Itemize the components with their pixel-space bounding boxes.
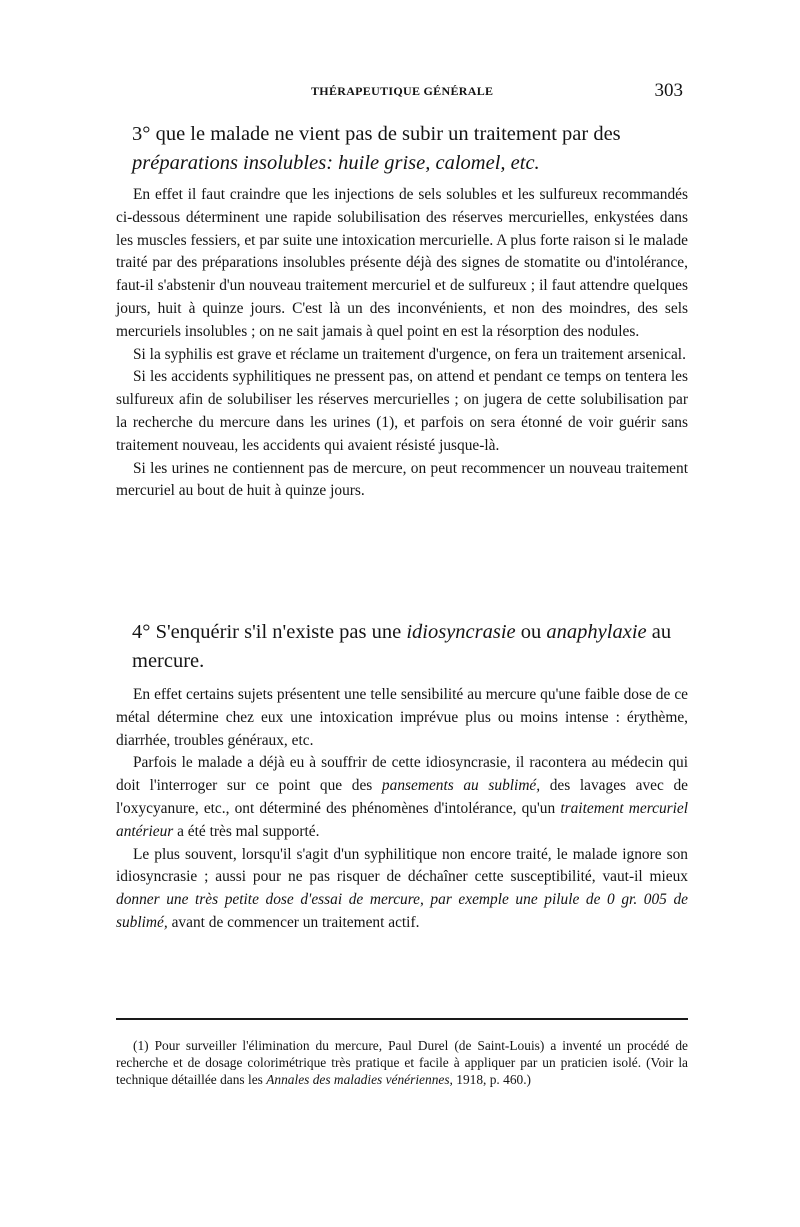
section-4-body: [116, 684, 688, 935]
section-3-paragraph-4: Si les urines ne contiennent pas de mercure, on peut recommencer un nouveau traitement mercuriel au bout de huit à quinze jours.: [116, 459, 688, 500]
section-4-heading-italic: idiosyncrasie: [406, 621, 516, 643]
section-4-paragraph-1: En effet certains sujets présentent une telle sensibilité au mercure qu'une faible dose de ce métal détermine chez eux une intoxication imprévue plus ou moins intense : érythème, diarrhée, troubles généraux, etc.: [116, 686, 688, 749]
section-3-heading-italic: préparations insolubles: huile grise, calomel, etc.: [132, 152, 540, 174]
section-4-p3-text-b: avant de commencer un traitement actif.: [167, 913, 420, 931]
section-4-p3-italic: donner une très petite dose d'essai de mercure, par exemple une pilule de 0 gr. 005 de sublimé,: [116, 891, 688, 931]
section-3-heading: [132, 120, 688, 178]
section-3-body: [116, 184, 688, 503]
section-4-paragraph-3: [116, 844, 688, 935]
footnote-italic: Annales des maladies vénériennes,: [266, 1072, 453, 1087]
section-4-heading: [132, 618, 688, 676]
section-4-p2-italic-1: pansements au sublimé,: [381, 777, 541, 795]
section-4-p2-text-b: des lavages avec de l'oxycyanure, etc., ont déterminé des phénomènes d'intolérance, qu'un: [116, 777, 689, 817]
section-4-p2-italic-2: traitement mercuriel antérieur: [116, 799, 689, 840]
section-4-heading-mid: ou: [515, 621, 547, 643]
section-3-paragraph-1: En effet il faut craindre que les injections de sels solubles et les sulfureux recommandés ci-dessous déterminent une rapide solubilisation des réserves mercurielles, enkystées dans les muscles fessiers, et par suite une intoxication mercurielle. A plus forte raison si le malade traité par des préparations insolubles présente déjà des signes de stomatite ou d'intolérance, faut-il s'abstenir d'un nouveau traitement mercuriel et de sulfureux ; il faut attendre quelques jours, huit à quinze jours. C'est là un des inconvénients, et non des moindres, des sels mercuriels insolubles ; on ne sait jamais à quel point en est la résorption des nodules.: [116, 186, 688, 340]
section-4-heading-tail: au mercure.: [132, 621, 672, 672]
section-4-heading-italic-2: anaphylaxie: [546, 621, 647, 643]
footnote: [116, 1037, 688, 1088]
section-3-paragraph-3: Si les accidents syphilitiques ne pressent pas, on attend et pendant ce temps on tentera les sulfureux afin de solubiliser les réserves mercurielles ; on jugera de cette solubilisation par la recherche du mercure dans les urines (1), et parfois on sera étonné de voir guérir sans traitement nouveau, les accidents qui avaient résisté jusque-là.: [116, 368, 688, 454]
footnote-divider: [116, 1018, 688, 1020]
section-3-heading-lead: 3° que le malade ne vient pas de subir un traitement par des: [132, 123, 621, 145]
section-4-p3-text-a: Le plus souvent, lorsqu'il s'agit d'un syphilitique non encore traité, le malade ignore son idiosyncrasie ; aussi pour ne pas risquer de déchaîner cette susceptibilité, vaut-il mieux: [116, 845, 688, 886]
footnote-text-a: (1) Pour surveiller l'élimination du mercure, Paul Durel (de Saint-Louis) a inventé un procédé de recherche et de dosage colorimétrique très pratique et facile à appliquer par un praticien isolé. (Voir la technique détaillée dans les: [116, 1038, 688, 1087]
section-4-p2-text-a: Parfois le malade a déjà eu à souffrir de cette idiosyncrasie, il racontera au médecin qui doit l'interroger sur ce point que des: [116, 754, 688, 795]
page-number: 303: [654, 80, 683, 101]
footnote-text-b: 1918, p. 460.): [452, 1072, 532, 1087]
section-4-heading-lead: 4° S'enquérir s'il n'existe pas une: [132, 621, 407, 643]
section-4-p2-text-c: a été très mal supporté.: [173, 822, 320, 840]
header-title: THÉRAPEUTIQUE GÉNÉRALE: [311, 84, 494, 98]
section-4-paragraph-2: [116, 752, 688, 843]
section-3-paragraph-2: Si la syphilis est grave et réclame un traitement d'urgence, on fera un traitement arsenical.: [133, 345, 686, 363]
